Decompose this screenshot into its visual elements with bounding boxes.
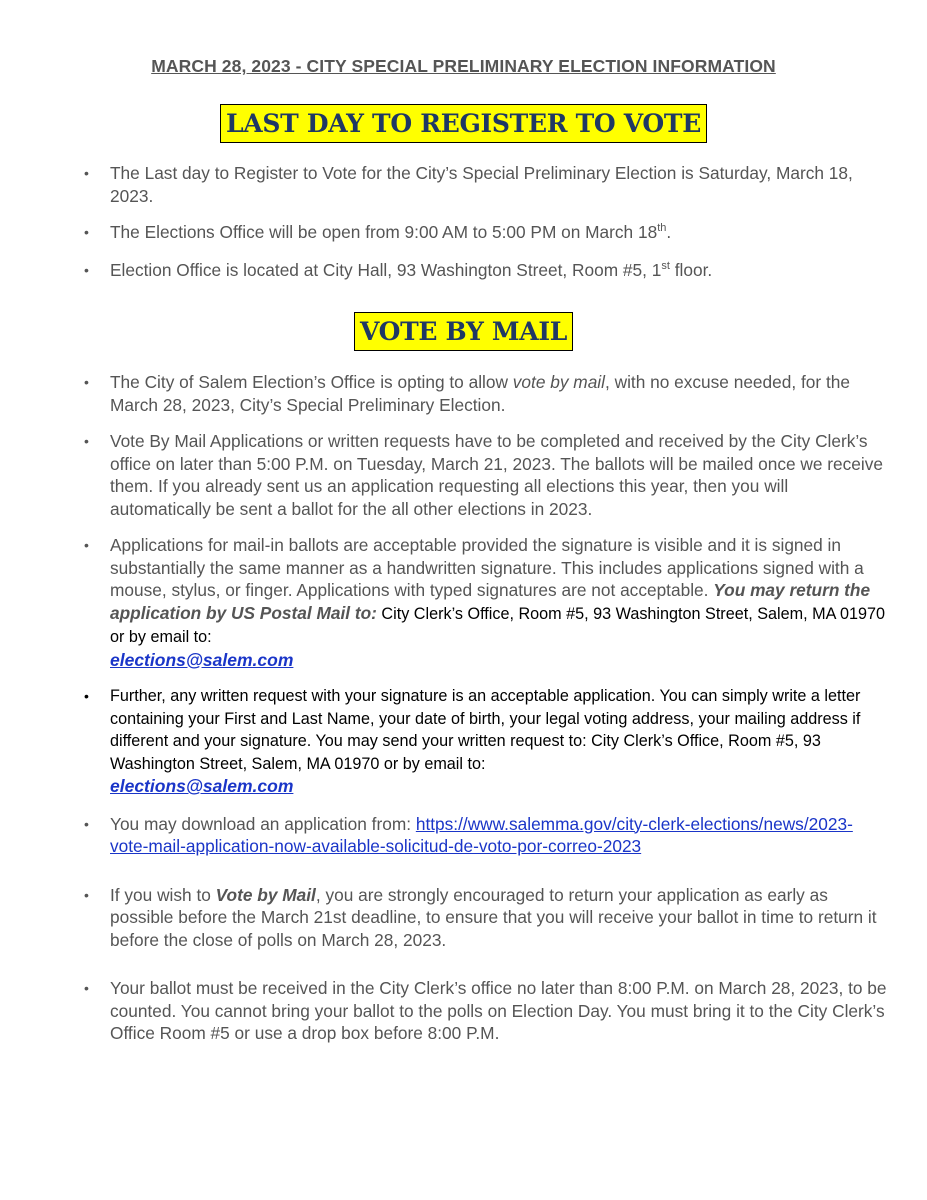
vote-by-mail-em: Vote by Mail (215, 884, 316, 905)
encourage-text: If you wish to (110, 884, 216, 905)
email-link[interactable]: elections@salem.com (110, 776, 294, 796)
bullet-icon: • (84, 261, 89, 278)
office-hours-end: . (666, 222, 672, 242)
return-by-mail-em: You may return the application by US Postal Mail to: (110, 580, 871, 623)
register-heading-wrap (0, 104, 927, 143)
bullet-icon: • (84, 886, 89, 903)
ballot-deadline-text: Your ballot must be received in the City Clerk’s office no later than 8:00 P.M. on March 28, 2023, to be counted. You cannot bring your ballot to the polls on Election Day. You must bring it to the City Clerk’s Office Room #5 or use a drop box before 8:00 P.M. (110, 978, 887, 1043)
list-item (0, 259, 927, 282)
bullet-icon: • (84, 433, 89, 449)
register-bullet-list (0, 162, 927, 281)
page-title: MARCH 28, 2023 - CITY SPECIAL PRELIMINARY ELECTION INFORMATION (151, 56, 776, 76)
list-item (0, 534, 927, 671)
email-link[interactable]: elections@salem.com (110, 649, 294, 670)
encourage-text-end: , you are strongly encouraged to return your application as early as possible before the March 21st deadline, to ensure that you will receive your ballot in time to return it before the close of polls on March 28, 2023. (110, 884, 877, 950)
office-hours-sup: th (657, 222, 667, 235)
bullet-icon: • (84, 165, 89, 181)
bullet-icon: • (84, 224, 89, 240)
vote-by-mail-heading-wrap (0, 312, 927, 351)
vote-by-mail-heading: VOTE BY MAIL (354, 312, 573, 351)
bullet-icon: • (84, 688, 89, 704)
list-item (0, 884, 927, 952)
list-item (0, 977, 927, 1045)
register-heading: LAST DAY TO REGISTER TO VOTE (220, 104, 707, 143)
office-location-sup: st (661, 259, 670, 272)
download-text: You may download an application from: (110, 813, 416, 834)
office-location-end: floor. (669, 259, 713, 280)
bullet-icon: • (84, 980, 89, 996)
list-item (0, 221, 927, 244)
application-url-link[interactable]: https://www.salemma.gov/city-clerk-elections/news/2023-vote-mail-application-now-available-solicitud-de-voto-por-correo-2023 (110, 813, 853, 856)
list-item (0, 430, 927, 520)
bullet-icon: • (84, 374, 89, 390)
list-item (0, 162, 927, 207)
list-item (0, 685, 927, 799)
office-hours-text: The Elections Office will be open from 9:00 AM to 5:00 PM on March 18 (110, 222, 658, 242)
mail-intro-text: The City of Salem Election’s Office is opting to allow (110, 372, 513, 392)
signature-rules-text: Applications for mail-in ballots are acceptable provided the signature is visible and it is signed in substantially the same manner as a handwritten signature. This includes applications signed with a mouse, stylus, or finger. Applications with typed signatures are not acceptable. (110, 535, 864, 600)
application-deadline-text: Vote By Mail Applications or written requests have to be completed and received by the City Clerk’s office on later than 5:00 P.M. on Tuesday, March 21, 2023. The ballots will be mailed once we receive them. If you already sent us an application requesting all elections this year, then you will automatically be sent a ballot for the all other elections in 2023. (110, 431, 883, 519)
bullet-icon: • (84, 815, 89, 832)
list-item (0, 813, 927, 858)
bullet-icon: • (84, 537, 89, 553)
clerk-address-text: City Clerk’s Office, Room #5, 93 Washington Street, Salem, MA 01970 or by email to: (110, 604, 885, 646)
vote-by-mail-bullet-list (0, 371, 927, 1045)
mail-intro-end: , with no excuse needed, for the March 28, 2023, City’s Special Preliminary Election. (110, 372, 850, 415)
mail-intro-em: vote by mail (512, 372, 605, 392)
office-location-text: Election Office is located at City Hall, 93 Washington Street, Room #5, 1 (110, 259, 662, 280)
written-request-text: Further, any written request with your signature is an acceptable application. You can simply write a letter containing your First and Last Name, your date of birth, your legal voting address, your mailing address if different and your signature. You may send your written request to: City Clerk’s Office, Room #5, 93 Washington Street, Salem, MA 01970 or by email to: (110, 687, 861, 773)
list-item (0, 371, 927, 416)
register-deadline-text: The Last day to Register to Vote for the City’s Special Preliminary Election is Saturday, March 18, 2023. (110, 163, 853, 206)
